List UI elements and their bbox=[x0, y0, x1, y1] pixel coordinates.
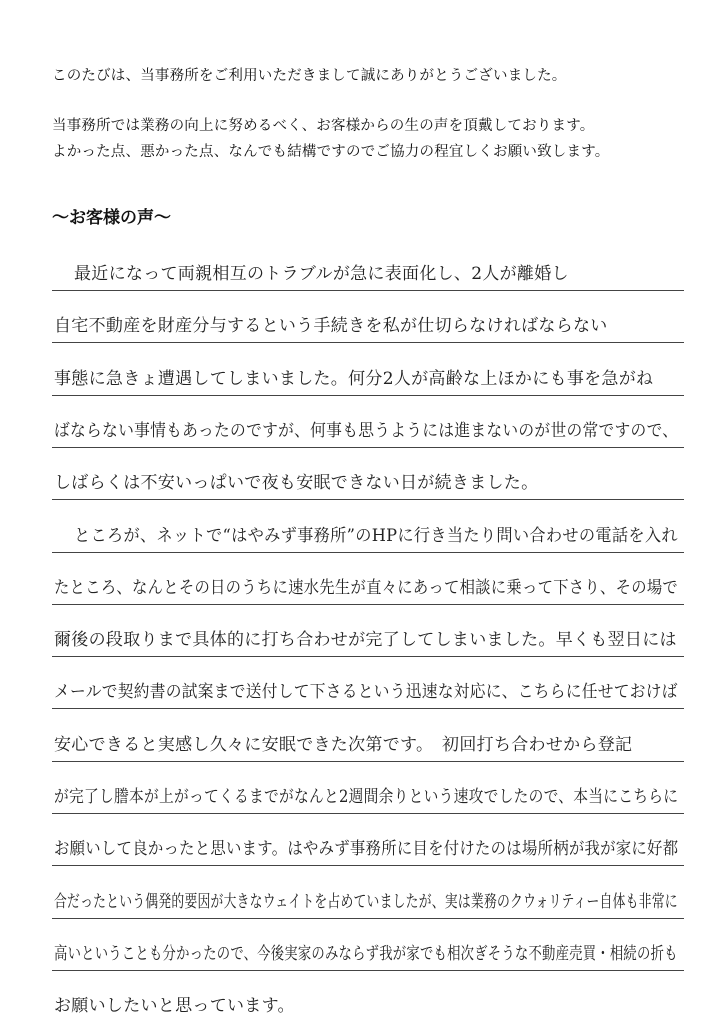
handwritten-line-text: しばらくは不安いっぱいで夜も安眠できない日が続きました。 bbox=[54, 473, 539, 494]
handwritten-line-text: ところが、ネットで“はやみず事務所”のHPに行き当たり問い合わせの電話を入れ bbox=[74, 525, 678, 546]
handwritten-line-text: が完了し謄本が上がってくるまでがなんと2週間余りという速攻でしたので、本当にこちらに bbox=[54, 787, 679, 807]
handwritten-line bbox=[52, 982, 684, 1022]
intro-request-text-1: 当事務所では業務の向上に努めるべく、お客様からの生の声を頂戴しております。 bbox=[52, 118, 595, 134]
handwritten-line-text: たところ、なんとその日のうちに速水先生が直々にあって相談に乗って下さり、その場で bbox=[54, 577, 679, 598]
handwritten-line-text: 自宅不動産を財産分与するという手続きを私が仕切らなければならない bbox=[54, 316, 608, 337]
handwritten-line bbox=[52, 512, 684, 553]
handwritten-line-text: メールで契約書の試案まで送付して下さるという迅速な対応に、こちらに任せておけば bbox=[54, 682, 678, 703]
section-heading: ～お客様の声～ bbox=[52, 208, 171, 228]
intro-request-text-2: よかった点、悪かった点、なんでも結構ですのでご協力の程宜しくお願い致します。 bbox=[52, 144, 610, 160]
handwritten-line-text: お願いして良かったと思います。はやみず事務所に目を付けたのは場所柄が我が家に好都 bbox=[54, 839, 679, 860]
handwritten-line bbox=[52, 459, 684, 500]
handwritten-line bbox=[52, 407, 684, 448]
handwritten-line bbox=[52, 878, 684, 919]
handwritten-line-text: 安心できると実感し久々に安眠できた次第です。 初回打ち合わせから登記 bbox=[54, 734, 633, 755]
handwritten-line-text: お願いしたいと思っています。 bbox=[54, 996, 295, 1017]
handwritten-line bbox=[52, 250, 684, 291]
handwritten-line bbox=[52, 721, 684, 762]
handwritten-line bbox=[52, 668, 684, 709]
handwritten-line-text: 合だったという偶発的要因が大きなウェイトを占めていましたが、実は業務のクウォリティー自体も非常に bbox=[54, 891, 678, 912]
handwritten-line-text: ばならない事情もあったのですが、何事も思うようには進まないのが世の常ですので、 bbox=[54, 420, 679, 441]
handwritten-line-text: 高いということも分かったので、今後実家のみならず我が家でも相次ぎそうな不動産売買・相続の折も bbox=[54, 943, 678, 964]
handwritten-line bbox=[52, 355, 684, 396]
intro-thanks-text: このたびは、当事務所をご利用いただきまして誠にありがとうございました。 bbox=[52, 68, 567, 84]
handwritten-line-text: 爾後の段取りまで具体的に打ち合わせが完了してしまいました。早くも翌日には bbox=[54, 630, 677, 651]
handwritten-line bbox=[52, 616, 684, 657]
handwritten-line bbox=[52, 564, 684, 605]
handwritten-line bbox=[52, 825, 684, 866]
handwritten-line bbox=[52, 302, 684, 343]
handwritten-line bbox=[52, 930, 684, 971]
handwritten-line-text: 事態に急きょ遭遇してしまいました。何分2人が高齢な上ほかにも事を急がね bbox=[54, 368, 654, 389]
handwritten-line bbox=[52, 773, 684, 814]
handwritten-line-text: 最近になって両親相互のトラブルが急に表面化し、2人が離婚し bbox=[74, 264, 569, 284]
